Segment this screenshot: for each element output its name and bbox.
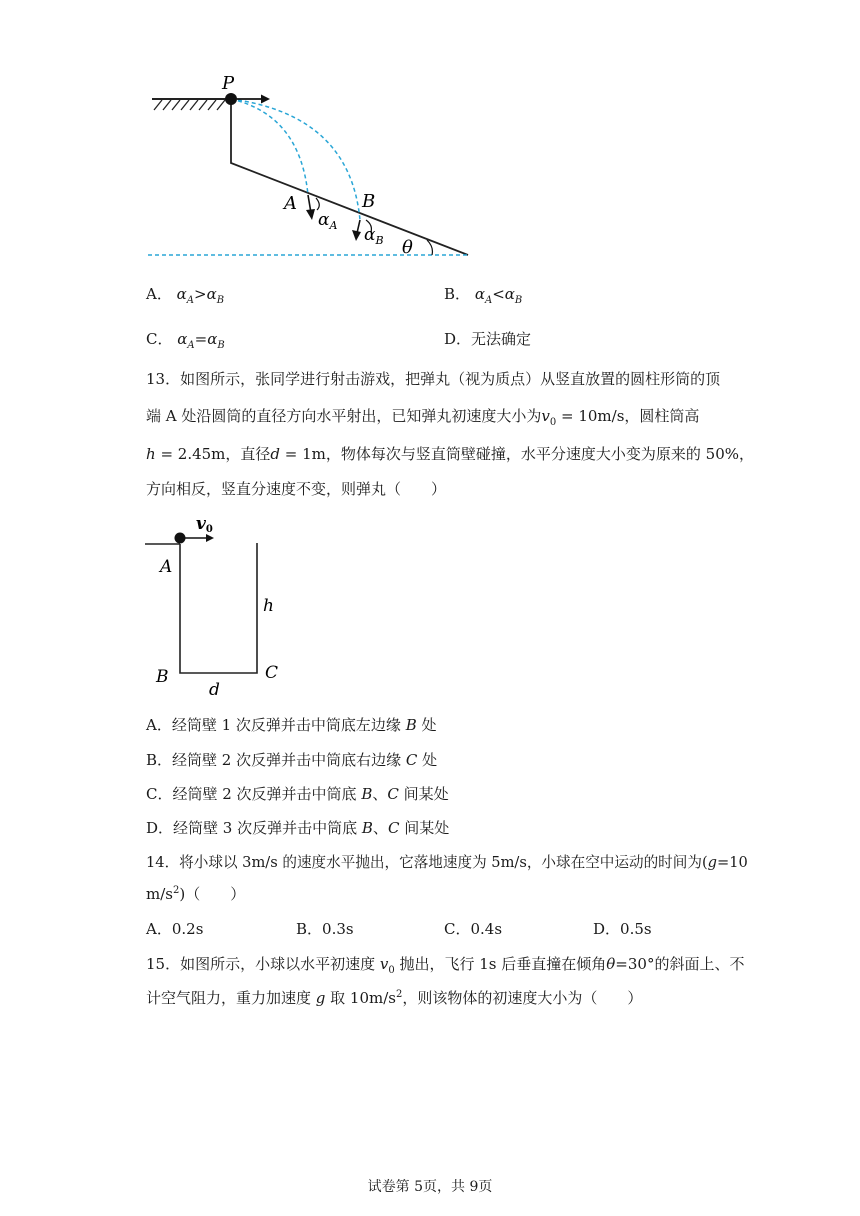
angle-arc-a xyxy=(316,198,319,210)
q13-option-b[interactable]: B．经筒壁 2 次反弹并击中筒底右边缘 C 处 xyxy=(146,751,438,769)
q13-option-c[interactable]: C．经筒壁 2 次反弹并击中筒底 B、C 间某处 xyxy=(146,785,449,803)
q14-line-1: 14．将小球以 3m/s 的速度水平抛出，它落地速度为 5m/s，小球在空中运动的时间为(g=10 xyxy=(146,854,748,871)
figure-cylinder xyxy=(140,510,290,700)
q15-line-1: 15．如图所示，小球以水平初速度 $v_0$ 抛出，飞行 1s 后垂直撞在倾角θ=30°的斜面上、不 xyxy=(146,955,745,976)
q14-line-2: $m/s^2$)（ ） xyxy=(146,885,246,903)
q14-option-c[interactable]: C．0.4s xyxy=(444,920,503,938)
label-a: A xyxy=(284,193,297,214)
q14-option-b[interactable]: B．0.3s xyxy=(296,920,354,938)
page-footer: 试卷第 5页，共 9页 xyxy=(367,1179,493,1195)
label-alpha-b: $\alpha_B$ xyxy=(364,225,384,247)
q12-option-b[interactable]: B． $\alpha_A<\alpha_B$ xyxy=(444,285,523,306)
q12-option-c[interactable]: C． $\alpha_A=\alpha_B$ xyxy=(146,330,225,351)
q12-option-d[interactable]: D．无法确定 xyxy=(444,330,532,348)
q15-line-2: 计空气阻力，重力加速度 g 取 $10m/s^2$，则该物体的初速度大小为（ ） xyxy=(146,989,643,1007)
label-p: P xyxy=(222,75,235,94)
label-b: B xyxy=(362,191,376,212)
label-c: C xyxy=(265,663,279,683)
q14-option-a[interactable]: A．0.2s xyxy=(146,920,204,938)
q13-line-3: h = 2.45m，直径d = 1m，物体每次与竖直筒壁碰撞，水平分速度大小变为原来的 50%， xyxy=(146,445,755,463)
label-d: d xyxy=(209,680,220,700)
q13-option-a[interactable]: A．经筒壁 1 次反弹并击中筒底左边缘 B 处 xyxy=(146,716,437,734)
cylinder-outline xyxy=(180,543,257,673)
label-alpha-a: $\alpha_A$ xyxy=(318,210,338,232)
q13-option-d[interactable]: D．经筒壁 3 次反弹并击中筒底 B、C 间某处 xyxy=(146,819,450,837)
q12-option-a[interactable]: A． $\alpha_A>\alpha_B$ xyxy=(146,285,225,306)
label-h: h xyxy=(263,596,274,616)
label-a: A xyxy=(160,557,173,577)
q14-option-d[interactable]: D．0.5s xyxy=(593,920,652,938)
trajectory-a xyxy=(231,99,308,195)
q13-line-4: 方向相反，竖直分速度不变，则弹丸（ ） xyxy=(146,480,447,498)
label-v0: v0 xyxy=(196,514,213,535)
arrow-b xyxy=(357,220,360,233)
q13-line-2: 端 A 处沿圆筒的直径方向水平射出，已知弹丸初速度大小为$v_0 = 10m/s$，圆柱筒高 xyxy=(146,407,700,428)
figure-incline-projectile xyxy=(140,75,485,265)
label-b: B xyxy=(156,667,169,687)
ball-p xyxy=(225,93,237,105)
q13-line-1: 13．如图所示，张同学进行射击游戏，把弹丸（视为质点）从竖直放置的圆柱形筒的顶 xyxy=(146,370,721,388)
label-theta: θ xyxy=(402,237,413,258)
bullet xyxy=(175,533,186,544)
angle-arc-theta xyxy=(427,240,432,255)
